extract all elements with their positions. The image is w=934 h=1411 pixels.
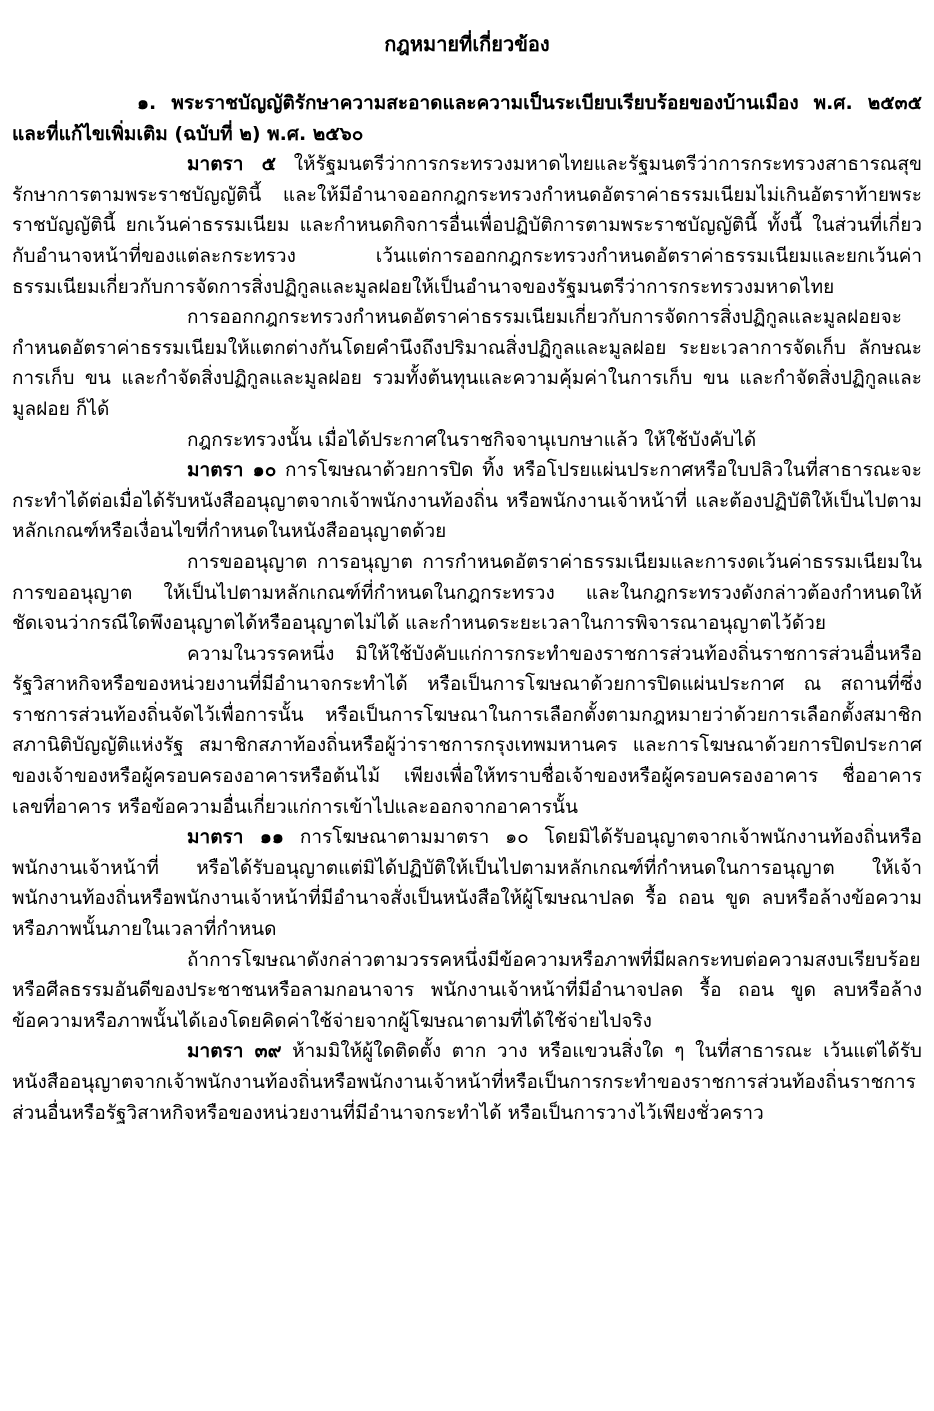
paragraph-text: ความในวรรคหนึ่ง มิให้ใช้บังคับแก่การกระทำของราชการส่วนท้องถิ่นราชการส่วนอื่นหรือรัฐวิสาหกิจหรือของหน่วยงานที่มีอำนาจกระทำได้ หรือเป็นการโฆษณาด้วยการปิดแผ่นประกาศ ณ สถานที่ซึ่งราชการส่วนท้องถิ่นจัดไว้เพื่อการนั้น หรือเป็นการโฆษณาในการเลือกตั้งตามกฎหมายว่าด้วยการเลือกตั้งสมาชิกสภานิติบัญญัติแห่งรัฐ สมาชิกสภาท้องถิ่นหรือผู้ว่าราชการกรุงเทพมหานคร และการโฆษณาด้วยการปิดประกาศของเจ้าของหรือผู้ครอบครองอาคารหรือต้นไม้ เพียงเพื่อให้ทราบชื่อเจ้าของหรือผู้ครอบครองอาคาร ชื่ออาคาร เลขที่อาคาร หรือข้อความอื่นเกี่ยวแก่การเข้าไปและออกจากอาคารนั้น	[12, 642, 922, 818]
document-title: กฎหมายที่เกี่ยวข้อง	[384, 32, 550, 56]
section-11-paragraph	[12, 822, 922, 944]
section-5-paragraph-2	[12, 302, 922, 424]
section-11-paragraph-2	[12, 945, 922, 1037]
section-text: การโฆษณาด้วยการปิด ทิ้ง หรือโปรยแผ่นประกาศหรือใบปลิวในที่สาธารณะจะกระทำได้ต่อเมื่อได้รับหนังสืออนุญาตจากเจ้าพนักงานท้องถิ่น หรือพนักงานเจ้าหน้าที่ และต้องปฏิบัติให้เป็นไปตามหลักเกณฑ์หรือเงื่อนไขที่กำหนดในหนังสืออนุญาตด้วย	[12, 459, 922, 543]
section-text: ให้รัฐมนตรีว่าการกระทรวงมหาดไทยและรัฐมนตรีว่าการกระทรวงสาธารณสุขรักษาการตามพระราชบัญญัตินี้ และให้มีอำนาจออกกฎกระทรวงกำหนดอัตราค่าธรรมเนียมไม่เกินอัตราท้ายพระราชบัญญัตินี้ ยกเว้นค่าธรรมเนียม และกำหนดกิจการอื่นเพื่อปฏิบัติการตามพระราชบัญญัตินี้ ทั้งนี้ ในส่วนที่เกี่ยวกับอำนาจหน้าที่ของแต่ละกระทรวง เว้นแต่การออกกฎกระทรวงกำหนดอัตราค่าธรรมเนียมและยกเว้นค่าธรรมเนียมเกี่ยวกับการจัดการสิ่งปฏิกูลและมูลฝอยให้เป็นอำนาจของรัฐมนตรีว่าการกระทรวงมหาดไทย	[12, 153, 922, 298]
section-text: ห้ามมิให้ผู้ใดติดตั้ง ตาก วาง หรือแขวนสิ่งใด ๆ ในที่สาธารณะ เว้นแต่ได้รับหนังสืออนุญาตจากเจ้าพนักงานท้องถิ่นหรือพนักงานเจ้าหน้าที่หรือเป็นการกระทำของราชการส่วนท้องถิ่นราชการส่วนอื่นหรือรัฐวิสาหกิจหรือของหน่วยงานที่มีอำนาจกระทำได้ หรือเป็นการวางไว้เพียงชั่วคราว	[12, 1040, 922, 1124]
section-label: มาตรา ๑๐	[187, 459, 277, 482]
paragraph-text: การออกกฎกระทรวงกำหนดอัตราค่าธรรมเนียมเกี่ยวกับการจัดการสิ่งปฏิกูลและมูลฝอยจะกำหนดอัตราค่าธรรมเนียมให้แตกต่างกันโดยคำนึงถึงปริมาณสิ่งปฏิกูลและมูลฝอย ระยะเวลาการจัดเก็บ ลักษณะการเก็บ ขน และกำจัดสิ่งปฏิกูลและมูลฝอย รวมทั้งต้นทุนและความคุ้มค่าในการเก็บ ขน และกำจัดสิ่งปฏิกูลและมูลฝอย ก็ได้	[12, 306, 922, 420]
section-39-paragraph	[12, 1036, 922, 1128]
section-5-paragraph	[12, 149, 922, 302]
paragraph-text: กฎกระทรวงนั้น เมื่อได้ประกาศในราชกิจจานุเบกษาแล้ว ให้ใช้บังคับได้	[187, 428, 757, 451]
section-label: มาตรา ๓๙	[187, 1040, 282, 1063]
paragraph-text: ถ้าการโฆษณาดังกล่าวตามวรรคหนึ่งมีข้อความหรือภาพที่มีผลกระทบต่อความสงบเรียบร้อยหรือศีลธรรมอันดีของประชาชนหรือลามกอนาจาร พนักงานเจ้าหน้าที่มีอำนาจปลด รื้อ ถอน ขูด ลบหรือล้างข้อความหรือภาพนั้นได้เองโดยคิดค่าใช้จ่ายจากผู้โฆษณาตามที่ได้ใช้จ่ายไปจริง	[12, 948, 922, 1032]
document-page	[12, 28, 922, 1128]
section-label: มาตรา ๕	[187, 153, 277, 176]
section-10-paragraph	[12, 455, 922, 547]
act-heading: ๑. พระราชบัญญัติรักษาความสะอาดและความเป็นระเบียบเรียบร้อยของบ้านเมือง พ.ศ. ๒๕๓๕ และที่แก้ไขเพิ่มเติม (ฉบับที่ ๒) พ.ศ. ๒๕๖๐	[12, 92, 922, 145]
section-10-paragraph-3	[12, 639, 922, 823]
section-text: การโฆษณาตามมาตรา ๑๐ โดยมิได้รับอนุญาตจากเจ้าพนักงานท้องถิ่นหรือพนักงานเจ้าหน้าที่ หรือได้รับอนุญาตแต่มิได้ปฏิบัติให้เป็นไปตามหลักเกณฑ์ที่กำหนดในการอนุญาต ให้เจ้าพนักงานท้องถิ่นหรือพนักงานเจ้าหน้าที่มีอำนาจสั่งเป็นหนังสือให้ผู้โฆษณาปลด รื้อ ถอน ขูด ลบหรือล้างข้อความหรือภาพนั้นภายในเวลาที่กำหนด	[12, 826, 922, 941]
section-label: มาตรา ๑๑	[187, 826, 284, 849]
paragraph-text: การขออนุญาต การอนุญาต การกำหนดอัตราค่าธรรมเนียมและการงดเว้นค่าธรรมเนียมในการขออนุญาต ให้เป็นไปตามหลักเกณฑ์ที่กำหนดในกฎกระทรวง และในกฎกระทรวงดังกล่าวต้องกำหนดให้ชัดเจนว่ากรณีใดพึงอนุญาตได้หรืออนุญาตไม่ได้ และกำหนดระยะเวลาในการพิจารณาอนุญาตไว้ด้วย	[12, 550, 922, 635]
section-10-paragraph-2	[12, 547, 922, 639]
section-5-paragraph-3	[12, 425, 922, 456]
